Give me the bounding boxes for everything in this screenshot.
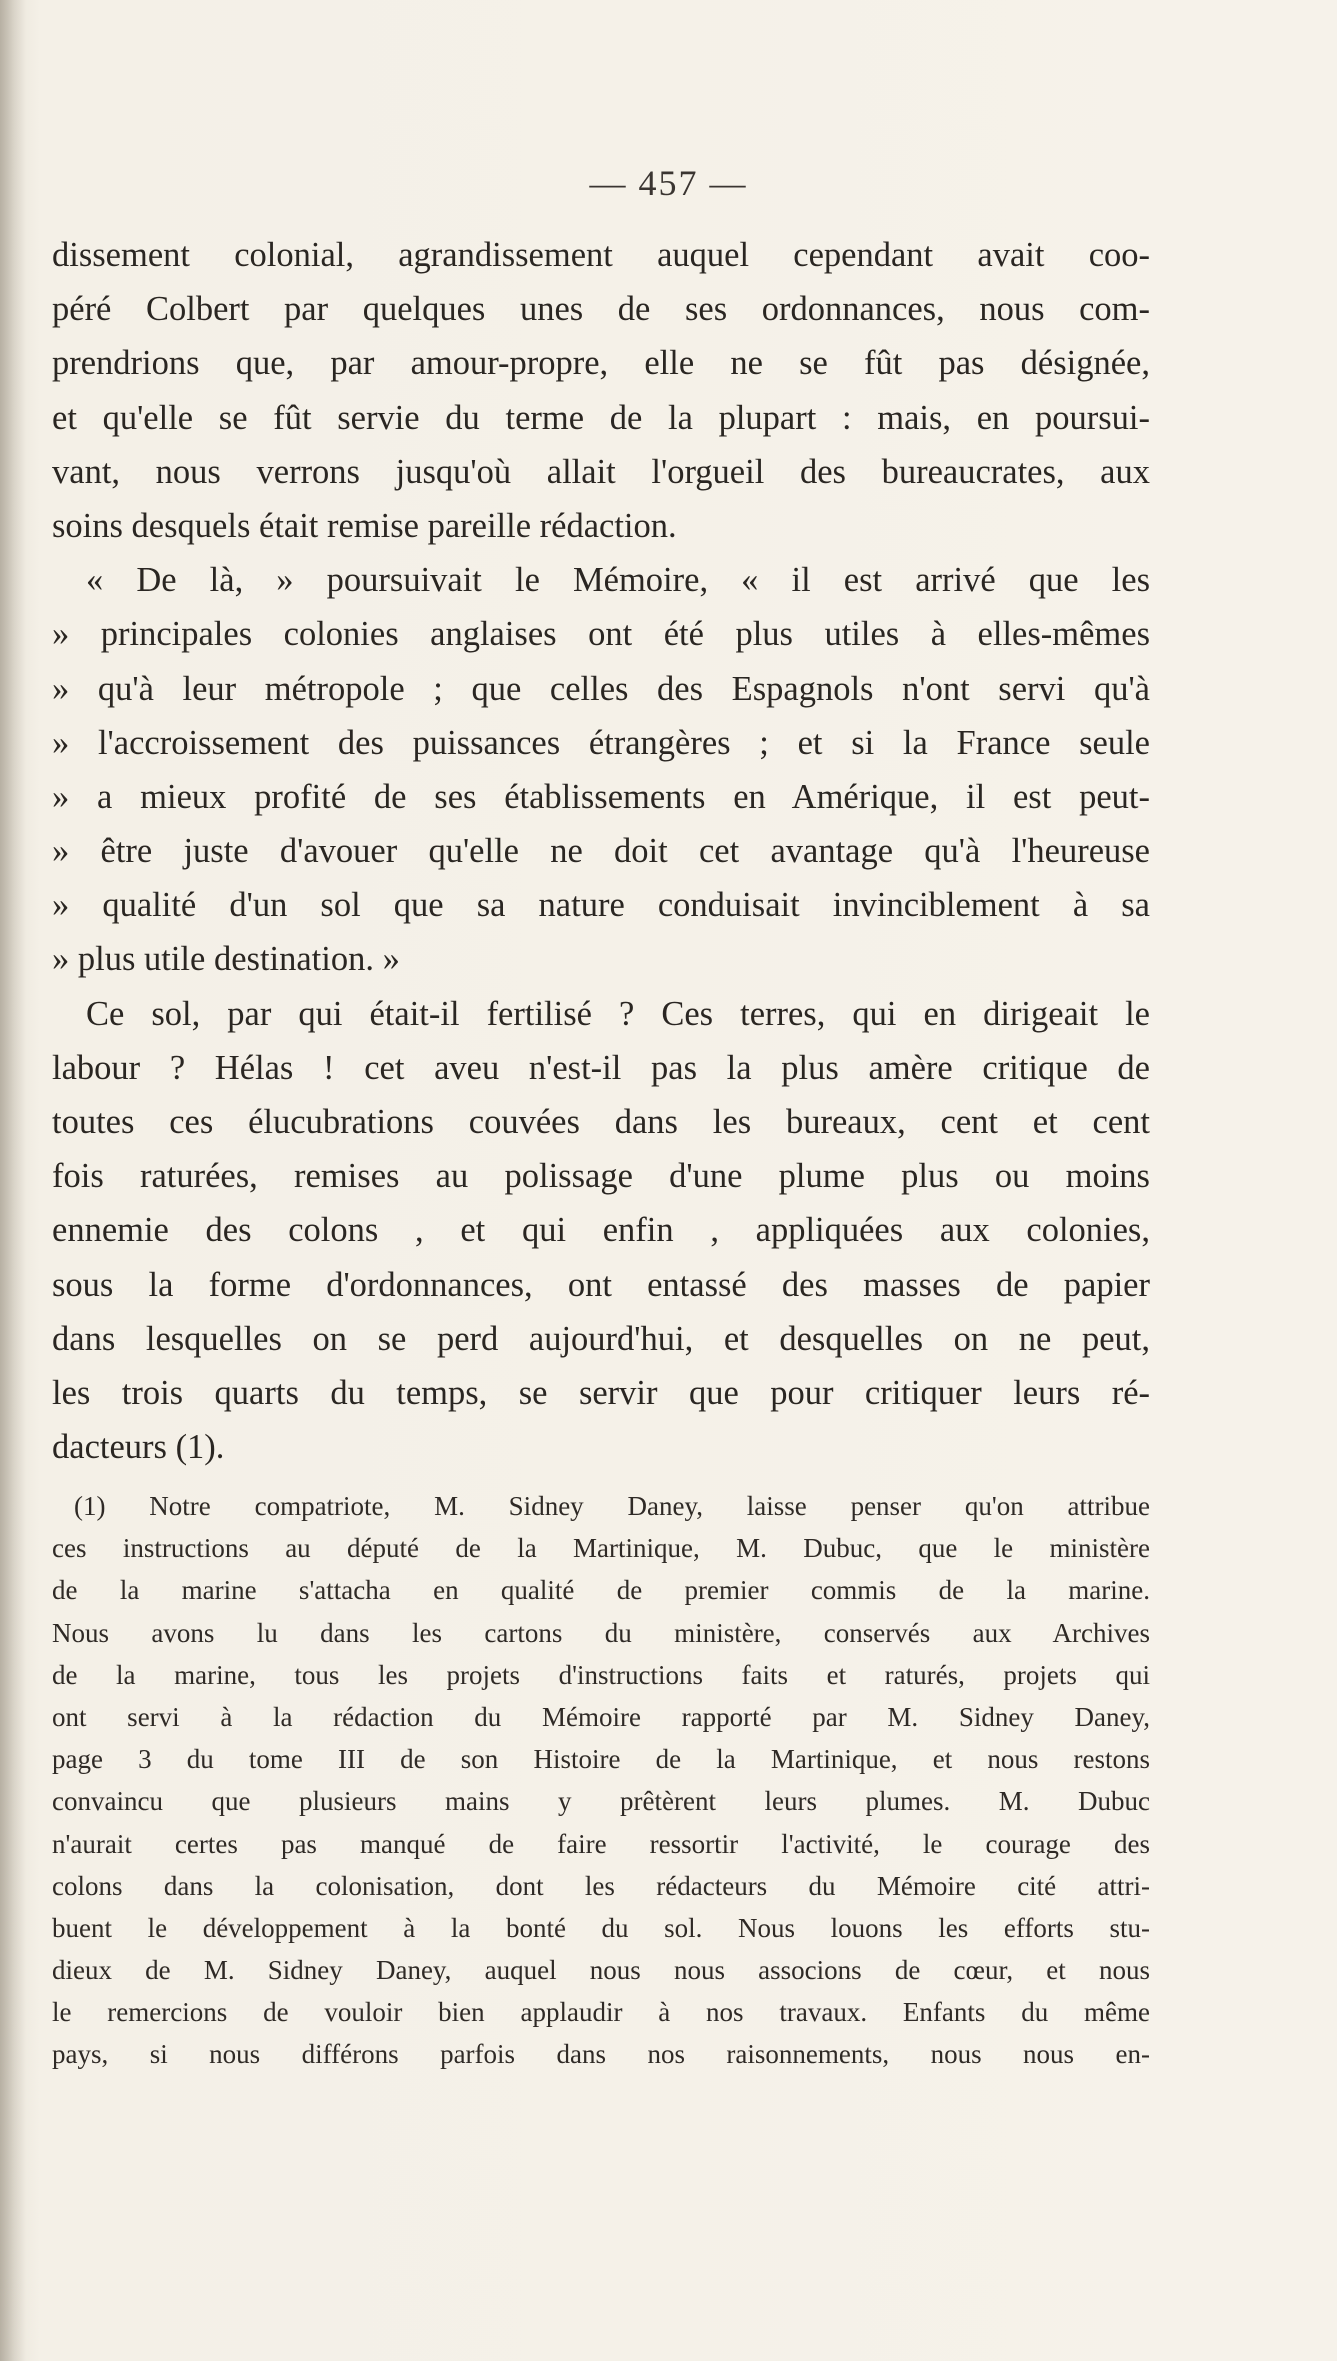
body-line: dacteurs (1). [52, 1428, 225, 1467]
page-number: — 457 — [589, 163, 748, 203]
body-line: et qu'elle se fût servie du terme de la plupart : mais, en poursui- [52, 398, 1150, 437]
body-line: péré Colbert par quelques unes de ses ordonnances, nous com- [52, 290, 1150, 329]
footnote-line: ont servi à la rédaction du Mémoire rapporté par M. Sidney Daney, [52, 1701, 1150, 1732]
body-line: » l'accroissement des puissances étrangères ; et si la France seule [52, 723, 1150, 762]
page-binding-shadow [0, 0, 26, 2361]
body-line: » principales colonies anglaises ont été plus utiles à elles-mêmes [52, 615, 1150, 654]
footnote-line: pays, si nous différons parfois dans nos raisonnements, nous nous en- [52, 2039, 1150, 2070]
body-line: fois raturées, remises au polissage d'une plume plus ou moins [52, 1157, 1150, 1196]
body-line: ennemie des colons , et qui enfin , appliquées aux colonies, [52, 1211, 1150, 1250]
body-line: labour ? Hélas ! cet aveu n'est-il pas la plus amère critique de [52, 1048, 1150, 1087]
footnote-line: buent le développement à la bonté du sol. Nous louons les efforts stu- [52, 1912, 1150, 1943]
body-line: soins desquels était remise pareille rédaction. [52, 506, 677, 545]
body-line: les trois quarts du temps, se servir que pour critiquer leurs ré- [52, 1373, 1150, 1412]
body-line: prendrions que, par amour-propre, elle ne se fût pas désignée, [52, 344, 1150, 383]
body-line: » a mieux profité de ses établissements en Amérique, il est peut- [52, 777, 1150, 816]
footnote-line: (1) Notre compatriote, M. Sidney Daney, laisse penser qu'on attribue [74, 1491, 1150, 1521]
footnote-line: n'aurait certes pas manqué de faire ressortir l'activité, le courage des [52, 1828, 1150, 1859]
footnote-line: le remercions de vouloir bien applaudir à nos travaux. Enfants du même [52, 1997, 1150, 2028]
footnote [52, 1485, 1150, 2076]
footnote-line: de la marine s'attacha en qualité de premier commis de la marine. [52, 1575, 1150, 1606]
footnote-line: convaincu que plusieurs mains y prêtèrent leurs plumes. M. Dubuc [52, 1786, 1150, 1817]
body-line: dissement colonial, agrandissement auquel cependant avait coo- [52, 236, 1150, 274]
footnote-line: page 3 du tome III de son Histoire de la Martinique, et nous restons [52, 1744, 1150, 1775]
body-line: » plus utile destination. » [52, 940, 400, 979]
body-text [52, 228, 1150, 1474]
body-line: dans lesquelles on se perd aujourd'hui, et desquelles on ne peut, [52, 1319, 1150, 1358]
body-line: Ce sol, par qui était-il fertilisé ? Ces terres, qui en dirigeait le [86, 994, 1150, 1033]
body-line: vant, nous verrons jusqu'où allait l'orgueil des bureaucrates, aux [52, 452, 1150, 491]
body-line: « De là, » poursuivait le Mémoire, « il est arrivé que les [86, 561, 1150, 600]
body-line: sous la forme d'ordonnances, ont entassé des masses de papier [52, 1265, 1150, 1304]
footnote-line: de la marine, tous les projets d'instructions faits et raturés, projets qui [52, 1659, 1150, 1690]
footnote-line: colons dans la colonisation, dont les rédacteurs du Mémoire cité attri- [52, 1870, 1150, 1901]
body-line: » qualité d'un sol que sa nature conduisait invinciblement à sa [52, 886, 1150, 925]
footnote-line: ces instructions au député de la Martinique, M. Dubuc, que le ministère [52, 1533, 1150, 1564]
body-line: » qu'à leur métropole ; que celles des Espagnols n'ont servi qu'à [52, 669, 1150, 708]
body-line: toutes ces élucubrations couvées dans les bureaux, cent et cent [52, 1103, 1150, 1141]
footnote-line: Nous avons lu dans les cartons du ministère, conservés aux Archives [52, 1617, 1150, 1648]
footnote-line: dieux de M. Sidney Daney, auquel nous nous associons de cœur, et nous [52, 1955, 1150, 1986]
body-line: » être juste d'avouer qu'elle ne doit cet avantage qu'à l'heureuse [52, 832, 1150, 871]
